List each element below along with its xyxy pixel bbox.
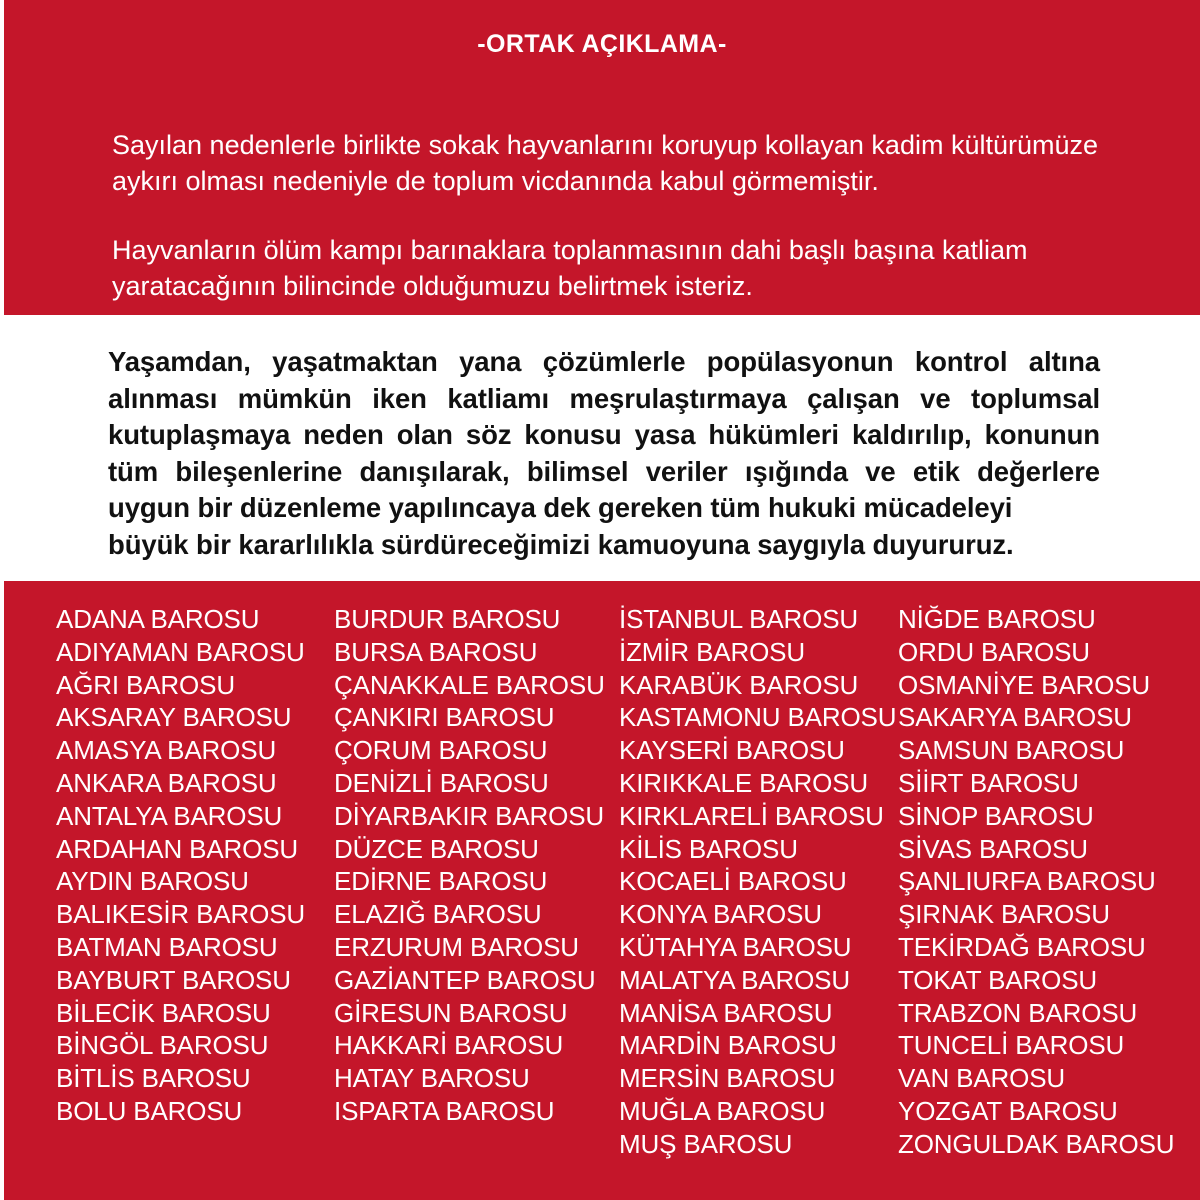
signatory-column-2 — [334, 603, 619, 1128]
signatory-item: SAMSUN BAROSU — [898, 735, 1125, 766]
signatory-item: DİYARBAKIR BAROSU — [334, 800, 605, 831]
signatory-item: AYDIN BAROSU — [56, 866, 249, 897]
signatory-item: GİRESUN BAROSU — [334, 997, 568, 1028]
signatory-item: DENİZLİ BAROSU — [334, 767, 549, 798]
signatory-item: KÜTAHYA BAROSU — [619, 931, 852, 962]
signatory-item: BOLU BAROSU — [56, 1095, 243, 1126]
signatory-item: HAKKARİ BAROSU — [334, 1030, 564, 1061]
signatory-item: MANİSA BAROSU — [619, 997, 833, 1028]
signatory-item: BALIKESİR BAROSU — [56, 899, 306, 930]
paragraph-last-line: yaratacağının bilincinde olduğumuzu belirtmek isteriz. — [112, 270, 753, 301]
signatory-item: SİNOP BAROSU — [898, 800, 1094, 831]
signatory-item: MALATYA BAROSU — [619, 964, 850, 995]
signatory-column-3 — [619, 603, 898, 1161]
signatory-item: AĞRI BAROSU — [56, 669, 235, 700]
signatory-item: KİLİS BAROSU — [619, 833, 798, 864]
signatory-item: BATMAN BAROSU — [56, 931, 278, 962]
paragraph-last-line: aykırı olması nedeniyle de toplum vicdanında kabul görmemiştir. — [112, 165, 879, 196]
signatory-item: DÜZCE BAROSU — [334, 833, 539, 864]
signatory-item: KOCAELİ BAROSU — [619, 866, 847, 897]
signatory-item: ÇANAKKALE BAROSU — [334, 669, 605, 700]
signatory-item: ELAZIĞ BAROSU — [334, 899, 542, 930]
signatory-item: BURSA BAROSU — [334, 636, 538, 667]
signatory-item: ADIYAMAN BAROSU — [56, 636, 305, 667]
signatory-item: YOZGAT BAROSU — [898, 1095, 1118, 1126]
signatory-item: TEKİRDAĞ BAROSU — [898, 931, 1146, 962]
signatory-item: BİNGÖL BAROSU — [56, 1030, 269, 1061]
signatory-item: SİİRT BAROSU — [898, 767, 1079, 798]
main-statement: Yaşamdan, yaşatmaktan yana çözümlerle popülasyonun kontrol altına alınması mümkün iken katliamı meşrulaştırmaya çalışan ve toplumsal kutuplaşmaya neden olan söz konusu yasa hükümleri kaldırılıp, konunun tüm bileşenlerine danışılarak, bilimsel veriler ışığında ve etik değerlere uygun bir düzenleme yapılıncaya dek gereken tüm hukuki mücadeleyi büyük bir kararlılıkla sürdüreceğimizi kamuoyuna saygıyla duyururuz. — [108, 344, 1100, 563]
signatory-item: TOKAT BAROSU — [898, 964, 1098, 995]
signatory-item: OSMANİYE BAROSU — [898, 669, 1151, 700]
signatory-item: MARDİN BAROSU — [619, 1030, 837, 1061]
signatory-item: ORDU BAROSU — [898, 636, 1090, 667]
page-title: -ORTAK AÇIKLAMA- — [477, 30, 727, 58]
signatory-item: AKSARAY BAROSU — [56, 702, 292, 733]
signatory-item: BİLECİK BAROSU — [56, 997, 271, 1028]
signatory-item: KARABÜK BAROSU — [619, 669, 859, 700]
signatory-item: AMASYA BAROSU — [56, 735, 277, 766]
paragraph-last-line: büyük bir kararlılıkla sürdüreceğimizi kamuoyuna saygıyla duyururuz. — [108, 528, 1014, 560]
intro-text-block — [112, 128, 1100, 305]
signatory-item: ŞANLIURFA BAROSU — [898, 866, 1156, 897]
signatory-item: ÇORUM BAROSU — [334, 735, 548, 766]
signatory-column-1 — [56, 603, 334, 1128]
signatory-item: GAZİANTEP BAROSU — [334, 964, 596, 995]
signatory-item: ADANA BAROSU — [56, 604, 260, 634]
top-red-band — [4, 0, 1200, 315]
signatory-item: ANKARA BAROSU — [56, 767, 277, 798]
signatory-item: KONYA BAROSU — [619, 899, 822, 930]
intro-paragraph: Hayvanların ölüm kampı barınaklara toplanmasının dahi başlı başına katliam yaratacağının bilincinde olduğumuzu belirtmek isteriz. — [112, 233, 1100, 304]
signatory-item: MUĞLA BAROSU — [619, 1095, 826, 1126]
signatory-item: ISPARTA BAROSU — [334, 1095, 555, 1126]
bottom-red-band — [4, 581, 1200, 1200]
signatory-item: MERSİN BAROSU — [619, 1063, 836, 1094]
signatory-item: KAYSERİ BAROSU — [619, 735, 845, 766]
signatory-item: BURDUR BAROSU — [334, 604, 561, 634]
signatory-column-4 — [898, 603, 1186, 1161]
white-band — [0, 315, 1200, 581]
signatory-item: KASTAMONU BAROSU — [619, 702, 897, 733]
signatory-item: İZMİR BAROSU — [619, 636, 805, 667]
signatory-item: ARDAHAN BAROSU — [56, 833, 299, 864]
signatory-item: KIRKLARELİ BAROSU — [619, 800, 884, 831]
signatory-item: BAYBURT BAROSU — [56, 964, 291, 995]
signatory-item: İSTANBUL BAROSU — [619, 604, 859, 634]
signatory-item: MUŞ BAROSU — [619, 1128, 793, 1159]
signatory-item: BİTLİS BAROSU — [56, 1063, 251, 1094]
signatory-item: ERZURUM BAROSU — [334, 931, 579, 962]
signatory-item: TUNCELİ BAROSU — [898, 1030, 1125, 1061]
signatory-item: ZONGULDAK BAROSU — [898, 1128, 1175, 1159]
signatory-item: VAN BAROSU — [898, 1063, 1066, 1094]
signatory-item: SAKARYA BAROSU — [898, 702, 1132, 733]
signatory-item: EDİRNE BAROSU — [334, 866, 548, 897]
intro-paragraph: Sayılan nedenlerle birlikte sokak hayvanlarını koruyup kollayan kadim kültürümüze aykırı olması nedeniyle de toplum vicdanında kabul görmemiştir. — [112, 128, 1100, 199]
signatory-item: ÇANKIRI BAROSU — [334, 702, 555, 733]
signatory-list — [56, 603, 1186, 1161]
signatory-item: SİVAS BAROSU — [898, 833, 1088, 864]
signatory-item: KIRIKKALE BAROSU — [619, 767, 869, 798]
signatory-item: NİĞDE BAROSU — [898, 604, 1096, 634]
signatory-item: ANTALYA BAROSU — [56, 800, 283, 831]
signatory-item: ŞIRNAK BAROSU — [898, 899, 1110, 930]
signatory-item: HATAY BAROSU — [334, 1063, 530, 1094]
signatory-item: TRABZON BAROSU — [898, 997, 1138, 1028]
